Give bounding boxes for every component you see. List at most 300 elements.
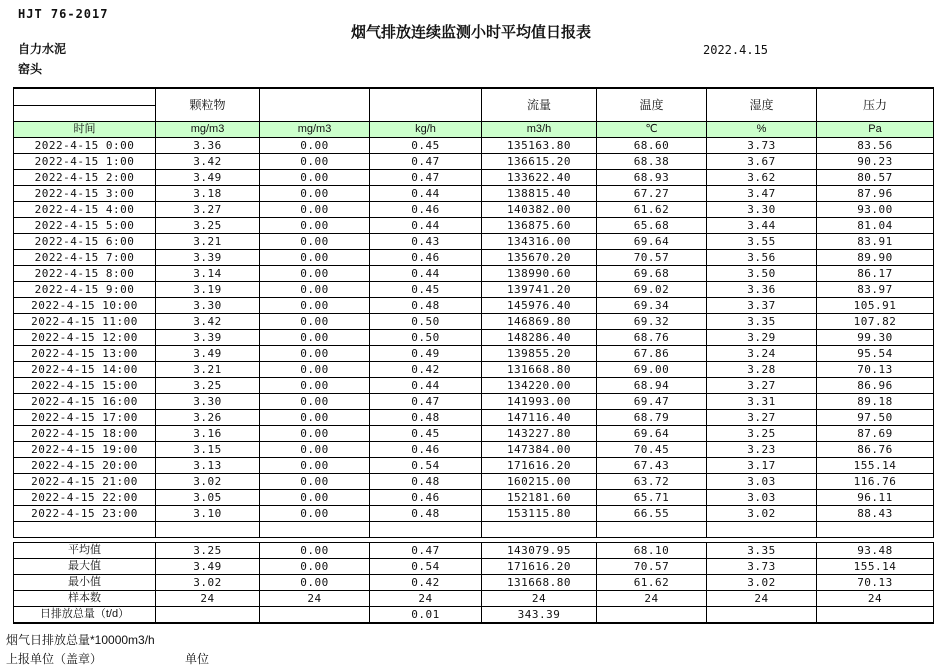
- emission-total-note: 烟气日排放总量*10000m3/h: [6, 633, 155, 647]
- value-cell: 93.00: [817, 202, 934, 218]
- column-group-header: 流量: [482, 88, 597, 122]
- value-cell: 3.47: [707, 186, 817, 202]
- value-cell: 3.30: [156, 298, 260, 314]
- value-cell: 135670.20: [482, 250, 597, 266]
- summary-value-cell: 0.54: [370, 559, 482, 575]
- value-cell: 133622.40: [482, 170, 597, 186]
- summary-label: 样本数: [14, 591, 156, 607]
- value-cell: 3.30: [156, 394, 260, 410]
- summary-value-cell: 24: [817, 591, 934, 607]
- value-cell: 68.60: [597, 138, 707, 154]
- value-cell: 3.67: [707, 154, 817, 170]
- time-cell: 2022-4-15 17:00: [14, 410, 156, 426]
- value-cell: 3.28: [707, 362, 817, 378]
- value-cell: 0.00: [260, 490, 370, 506]
- value-cell: 70.13: [817, 362, 934, 378]
- value-cell: 148286.40: [482, 330, 597, 346]
- table-area: [13, 87, 934, 624]
- table-row: [14, 362, 934, 378]
- summary-value-cell: 70.57: [597, 559, 707, 575]
- time-cell: 2022-4-15 8:00: [14, 266, 156, 282]
- table-row: [14, 442, 934, 458]
- summary-value-cell: 3.02: [156, 575, 260, 591]
- page-title: 烟气排放连续监测小时平均值日报表: [350, 24, 591, 41]
- table-row: [14, 458, 934, 474]
- value-cell: 0.47: [370, 154, 482, 170]
- value-cell: 65.71: [597, 490, 707, 506]
- value-cell: 0.44: [370, 266, 482, 282]
- value-cell: 105.91: [817, 298, 934, 314]
- value-cell: 3.42: [156, 314, 260, 330]
- value-cell: 0.00: [260, 218, 370, 234]
- value-cell: 0.46: [370, 490, 482, 506]
- value-cell: 3.19: [156, 282, 260, 298]
- value-cell: 3.13: [156, 458, 260, 474]
- value-cell: 3.62: [707, 170, 817, 186]
- value-cell: 0.00: [260, 506, 370, 522]
- value-cell: 61.62: [597, 202, 707, 218]
- table-row: [14, 154, 934, 170]
- unit-header-row: [14, 122, 934, 138]
- table-row: [14, 234, 934, 250]
- summary-label: 日排放总量（t/d）: [14, 607, 156, 624]
- value-cell: 0.45: [370, 138, 482, 154]
- summary-value-cell: [156, 607, 260, 624]
- table-row: [14, 522, 934, 538]
- report-date: 2022.4.15: [703, 43, 769, 57]
- table-row: [14, 314, 934, 330]
- summary-value-cell: 3.49: [156, 559, 260, 575]
- value-cell: 3.55: [707, 234, 817, 250]
- column-group-header: 温度: [597, 88, 707, 122]
- summary-value-cell: 171616.20: [482, 559, 597, 575]
- value-cell: 0.00: [260, 378, 370, 394]
- table-row: [14, 186, 934, 202]
- summary-label: 最大值: [14, 559, 156, 575]
- value-cell: 0.00: [260, 282, 370, 298]
- value-cell: 152181.60: [482, 490, 597, 506]
- value-cell: 0.00: [260, 154, 370, 170]
- time-cell: 2022-4-15 5:00: [14, 218, 156, 234]
- time-cell: 2022-4-15 19:00: [14, 442, 156, 458]
- summary-value-cell: 24: [482, 591, 597, 607]
- value-cell: 67.86: [597, 346, 707, 362]
- value-cell: 0.00: [260, 458, 370, 474]
- value-cell: 171616.20: [482, 458, 597, 474]
- summary-value-cell: 0.00: [260, 575, 370, 591]
- value-cell: 68.93: [597, 170, 707, 186]
- value-cell: 86.76: [817, 442, 934, 458]
- value-cell: 89.18: [817, 394, 934, 410]
- value-cell: 0.00: [260, 362, 370, 378]
- value-cell: 3.03: [707, 490, 817, 506]
- value-cell: 3.39: [156, 330, 260, 346]
- table-row: [14, 394, 934, 410]
- value-cell: [156, 522, 260, 538]
- value-cell: 0.00: [260, 170, 370, 186]
- unit-cell: %: [707, 122, 817, 138]
- value-cell: 99.30: [817, 330, 934, 346]
- value-cell: 134220.00: [482, 378, 597, 394]
- value-cell: 0.00: [260, 234, 370, 250]
- value-cell: 69.68: [597, 266, 707, 282]
- value-cell: 147384.00: [482, 442, 597, 458]
- value-cell: 139855.20: [482, 346, 597, 362]
- summary-body: [14, 543, 934, 624]
- value-cell: 3.73: [707, 138, 817, 154]
- summary-value-cell: [597, 607, 707, 624]
- summary-value-cell: 24: [597, 591, 707, 607]
- table-row: [14, 266, 934, 282]
- time-cell: 2022-4-15 1:00: [14, 154, 156, 170]
- time-cell: 2022-4-15 10:00: [14, 298, 156, 314]
- value-cell: 3.10: [156, 506, 260, 522]
- value-cell: 68.38: [597, 154, 707, 170]
- value-cell: 86.96: [817, 378, 934, 394]
- value-cell: 86.17: [817, 266, 934, 282]
- summary-value-cell: [817, 607, 934, 624]
- summary-value-cell: 24: [156, 591, 260, 607]
- unit-cell: mg/m3: [156, 122, 260, 138]
- value-cell: 81.04: [817, 218, 934, 234]
- time-cell: 2022-4-15 4:00: [14, 202, 156, 218]
- value-cell: 0.00: [260, 266, 370, 282]
- time-cell: 2022-4-15 14:00: [14, 362, 156, 378]
- value-cell: 3.16: [156, 426, 260, 442]
- value-cell: 0.49: [370, 346, 482, 362]
- value-cell: 3.50: [707, 266, 817, 282]
- value-cell: 67.27: [597, 186, 707, 202]
- time-cell: 2022-4-15 16:00: [14, 394, 156, 410]
- value-cell: 3.25: [156, 378, 260, 394]
- time-cell: [14, 522, 156, 538]
- value-cell: 3.30: [707, 202, 817, 218]
- value-cell: [817, 522, 934, 538]
- table-row: [14, 170, 934, 186]
- value-cell: 3.27: [707, 410, 817, 426]
- summary-row: [14, 559, 934, 575]
- value-cell: 67.43: [597, 458, 707, 474]
- column-group-header: 湿度: [707, 88, 817, 122]
- value-cell: 3.36: [707, 282, 817, 298]
- table-row: [14, 426, 934, 442]
- unit-cell: kg/h: [370, 122, 482, 138]
- time-column-header-top: [14, 88, 156, 105]
- value-cell: 0.00: [260, 202, 370, 218]
- column-group-header: 压力: [817, 88, 934, 122]
- value-cell: 3.44: [707, 218, 817, 234]
- value-cell: [597, 522, 707, 538]
- table-row: [14, 330, 934, 346]
- value-cell: 3.21: [156, 362, 260, 378]
- reporting-unit-label: 上报单位（盖章）: [6, 652, 103, 666]
- column-group-header: 颗粒物: [156, 88, 260, 122]
- table-row: [14, 474, 934, 490]
- time-cell: 2022-4-15 9:00: [14, 282, 156, 298]
- value-cell: 69.64: [597, 426, 707, 442]
- report-table: [13, 87, 934, 538]
- value-cell: 0.00: [260, 138, 370, 154]
- value-cell: 0.50: [370, 314, 482, 330]
- value-cell: 3.24: [707, 346, 817, 362]
- value-cell: 139741.20: [482, 282, 597, 298]
- value-cell: 3.29: [707, 330, 817, 346]
- time-cell: 2022-4-15 13:00: [14, 346, 156, 362]
- value-cell: 80.57: [817, 170, 934, 186]
- summary-value-cell: [260, 607, 370, 624]
- time-cell: 2022-4-15 22:00: [14, 490, 156, 506]
- value-cell: 83.91: [817, 234, 934, 250]
- summary-value-cell: 3.02: [707, 575, 817, 591]
- value-cell: 0.44: [370, 218, 482, 234]
- value-cell: 87.96: [817, 186, 934, 202]
- value-cell: 69.02: [597, 282, 707, 298]
- value-cell: 0.00: [260, 314, 370, 330]
- summary-value-cell: 155.14: [817, 559, 934, 575]
- summary-value-cell: 3.35: [707, 543, 817, 559]
- value-cell: 0.46: [370, 202, 482, 218]
- value-cell: 3.02: [156, 474, 260, 490]
- value-cell: 0.54: [370, 458, 482, 474]
- time-column-header-bottom: [14, 105, 156, 122]
- value-cell: 131668.80: [482, 362, 597, 378]
- value-cell: 83.56: [817, 138, 934, 154]
- value-cell: 66.55: [597, 506, 707, 522]
- summary-value-cell: 68.10: [597, 543, 707, 559]
- summary-value-cell: [707, 607, 817, 624]
- value-cell: 69.32: [597, 314, 707, 330]
- value-cell: 90.23: [817, 154, 934, 170]
- summary-value-cell: 0.42: [370, 575, 482, 591]
- monitoring-point: 窑头: [18, 62, 43, 76]
- value-cell: 107.82: [817, 314, 934, 330]
- time-cell: 2022-4-15 23:00: [14, 506, 156, 522]
- value-cell: 155.14: [817, 458, 934, 474]
- value-cell: 97.50: [817, 410, 934, 426]
- time-cell: 2022-4-15 6:00: [14, 234, 156, 250]
- value-cell: 3.25: [156, 218, 260, 234]
- value-cell: 3.36: [156, 138, 260, 154]
- value-cell: 143227.80: [482, 426, 597, 442]
- value-cell: 0.44: [370, 378, 482, 394]
- value-cell: 0.43: [370, 234, 482, 250]
- value-cell: 3.35: [707, 314, 817, 330]
- value-cell: 0.42: [370, 362, 482, 378]
- value-cell: [260, 522, 370, 538]
- value-cell: 3.37: [707, 298, 817, 314]
- time-cell: 2022-4-15 12:00: [14, 330, 156, 346]
- summary-value-cell: 0.01: [370, 607, 482, 624]
- value-cell: 141993.00: [482, 394, 597, 410]
- value-cell: [482, 522, 597, 538]
- value-cell: 0.00: [260, 426, 370, 442]
- value-cell: 0.50: [370, 330, 482, 346]
- table-row: [14, 282, 934, 298]
- summary-value-cell: 70.13: [817, 575, 934, 591]
- table-header: [14, 88, 934, 138]
- summary-table: [13, 542, 934, 624]
- group-header-row: [14, 88, 934, 105]
- time-cell: 2022-4-15 21:00: [14, 474, 156, 490]
- value-cell: 0.48: [370, 298, 482, 314]
- value-cell: 0.48: [370, 474, 482, 490]
- summary-value-cell: 0.47: [370, 543, 482, 559]
- value-cell: 140382.00: [482, 202, 597, 218]
- value-cell: 3.27: [156, 202, 260, 218]
- summary-value-cell: 61.62: [597, 575, 707, 591]
- unit-cell: mg/m3: [260, 122, 370, 138]
- value-cell: 0.00: [260, 474, 370, 490]
- summary-value-cell: 24: [707, 591, 817, 607]
- value-cell: 3.49: [156, 346, 260, 362]
- time-cell: 2022-4-15 18:00: [14, 426, 156, 442]
- table-row: [14, 250, 934, 266]
- value-cell: 3.25: [707, 426, 817, 442]
- unit-label: 单位: [185, 652, 210, 666]
- value-cell: 135163.80: [482, 138, 597, 154]
- value-cell: 147116.40: [482, 410, 597, 426]
- value-cell: 95.54: [817, 346, 934, 362]
- time-cell: 2022-4-15 0:00: [14, 138, 156, 154]
- summary-row: [14, 543, 934, 559]
- value-cell: 0.00: [260, 298, 370, 314]
- value-cell: 70.45: [597, 442, 707, 458]
- value-cell: 0.47: [370, 170, 482, 186]
- summary-value-cell: 24: [260, 591, 370, 607]
- unit-cell: ℃: [597, 122, 707, 138]
- value-cell: 87.69: [817, 426, 934, 442]
- value-cell: 0.48: [370, 410, 482, 426]
- value-cell: 3.05: [156, 490, 260, 506]
- value-cell: 3.27: [707, 378, 817, 394]
- summary-value-cell: 131668.80: [482, 575, 597, 591]
- value-cell: 3.03: [707, 474, 817, 490]
- value-cell: 160215.00: [482, 474, 597, 490]
- company-name: 自力水泥: [18, 42, 67, 56]
- value-cell: 0.45: [370, 426, 482, 442]
- value-cell: 0.00: [260, 394, 370, 410]
- value-cell: 153115.80: [482, 506, 597, 522]
- summary-label: 平均值: [14, 543, 156, 559]
- value-cell: 0.48: [370, 506, 482, 522]
- value-cell: 0.46: [370, 250, 482, 266]
- summary-label: 最小值: [14, 575, 156, 591]
- table-row: [14, 218, 934, 234]
- value-cell: 0.46: [370, 442, 482, 458]
- value-cell: 146869.80: [482, 314, 597, 330]
- column-group-header: [260, 88, 370, 122]
- value-cell: 3.14: [156, 266, 260, 282]
- table-row: [14, 298, 934, 314]
- hourly-data-body: [14, 138, 934, 538]
- value-cell: 83.97: [817, 282, 934, 298]
- value-cell: 138990.60: [482, 266, 597, 282]
- value-cell: 68.79: [597, 410, 707, 426]
- value-cell: 88.43: [817, 506, 934, 522]
- summary-value-cell: 143079.95: [482, 543, 597, 559]
- value-cell: 0.00: [260, 410, 370, 426]
- value-cell: 0.00: [260, 186, 370, 202]
- value-cell: 69.64: [597, 234, 707, 250]
- value-cell: 3.31: [707, 394, 817, 410]
- value-cell: 3.56: [707, 250, 817, 266]
- column-group-header: [370, 88, 482, 122]
- value-cell: 68.76: [597, 330, 707, 346]
- summary-value-cell: 24: [370, 591, 482, 607]
- value-cell: 3.39: [156, 250, 260, 266]
- time-cell: 2022-4-15 7:00: [14, 250, 156, 266]
- value-cell: 63.72: [597, 474, 707, 490]
- value-cell: 70.57: [597, 250, 707, 266]
- value-cell: 3.17: [707, 458, 817, 474]
- value-cell: 3.49: [156, 170, 260, 186]
- table-row: [14, 490, 934, 506]
- value-cell: 69.47: [597, 394, 707, 410]
- time-cell: 2022-4-15 2:00: [14, 170, 156, 186]
- doc-code: HJT 76-2017: [18, 7, 109, 21]
- value-cell: 138815.40: [482, 186, 597, 202]
- value-cell: [707, 522, 817, 538]
- value-cell: 0.00: [260, 442, 370, 458]
- table-row: [14, 378, 934, 394]
- summary-row: [14, 575, 934, 591]
- summary-value-cell: 0.00: [260, 559, 370, 575]
- value-cell: 3.42: [156, 154, 260, 170]
- value-cell: 3.26: [156, 410, 260, 426]
- value-cell: 0.00: [260, 250, 370, 266]
- value-cell: 134316.00: [482, 234, 597, 250]
- value-cell: 145976.40: [482, 298, 597, 314]
- value-cell: 136615.20: [482, 154, 597, 170]
- value-cell: 0.47: [370, 394, 482, 410]
- value-cell: 96.11: [817, 490, 934, 506]
- value-cell: 3.21: [156, 234, 260, 250]
- value-cell: [370, 522, 482, 538]
- time-cell: 2022-4-15 20:00: [14, 458, 156, 474]
- table-row: [14, 506, 934, 522]
- summary-value-cell: 3.25: [156, 543, 260, 559]
- value-cell: 136875.60: [482, 218, 597, 234]
- summary-row: [14, 607, 934, 624]
- value-cell: 69.34: [597, 298, 707, 314]
- table-row: [14, 346, 934, 362]
- value-cell: 3.23: [707, 442, 817, 458]
- summary-value-cell: 0.00: [260, 543, 370, 559]
- time-column-label: 时间: [14, 122, 156, 138]
- value-cell: 116.76: [817, 474, 934, 490]
- time-cell: 2022-4-15 15:00: [14, 378, 156, 394]
- value-cell: 0.45: [370, 282, 482, 298]
- table-row: [14, 138, 934, 154]
- table-row: [14, 410, 934, 426]
- summary-value-cell: 343.39: [482, 607, 597, 624]
- value-cell: 0.00: [260, 346, 370, 362]
- summary-value-cell: 3.73: [707, 559, 817, 575]
- unit-cell: Pa: [817, 122, 934, 138]
- value-cell: 69.00: [597, 362, 707, 378]
- value-cell: 3.02: [707, 506, 817, 522]
- summary-row: [14, 591, 934, 607]
- unit-cell: m3/h: [482, 122, 597, 138]
- value-cell: 68.94: [597, 378, 707, 394]
- table-row: [14, 202, 934, 218]
- value-cell: 65.68: [597, 218, 707, 234]
- time-cell: 2022-4-15 11:00: [14, 314, 156, 330]
- summary-value-cell: 93.48: [817, 543, 934, 559]
- value-cell: 0.00: [260, 330, 370, 346]
- value-cell: 3.18: [156, 186, 260, 202]
- value-cell: 3.15: [156, 442, 260, 458]
